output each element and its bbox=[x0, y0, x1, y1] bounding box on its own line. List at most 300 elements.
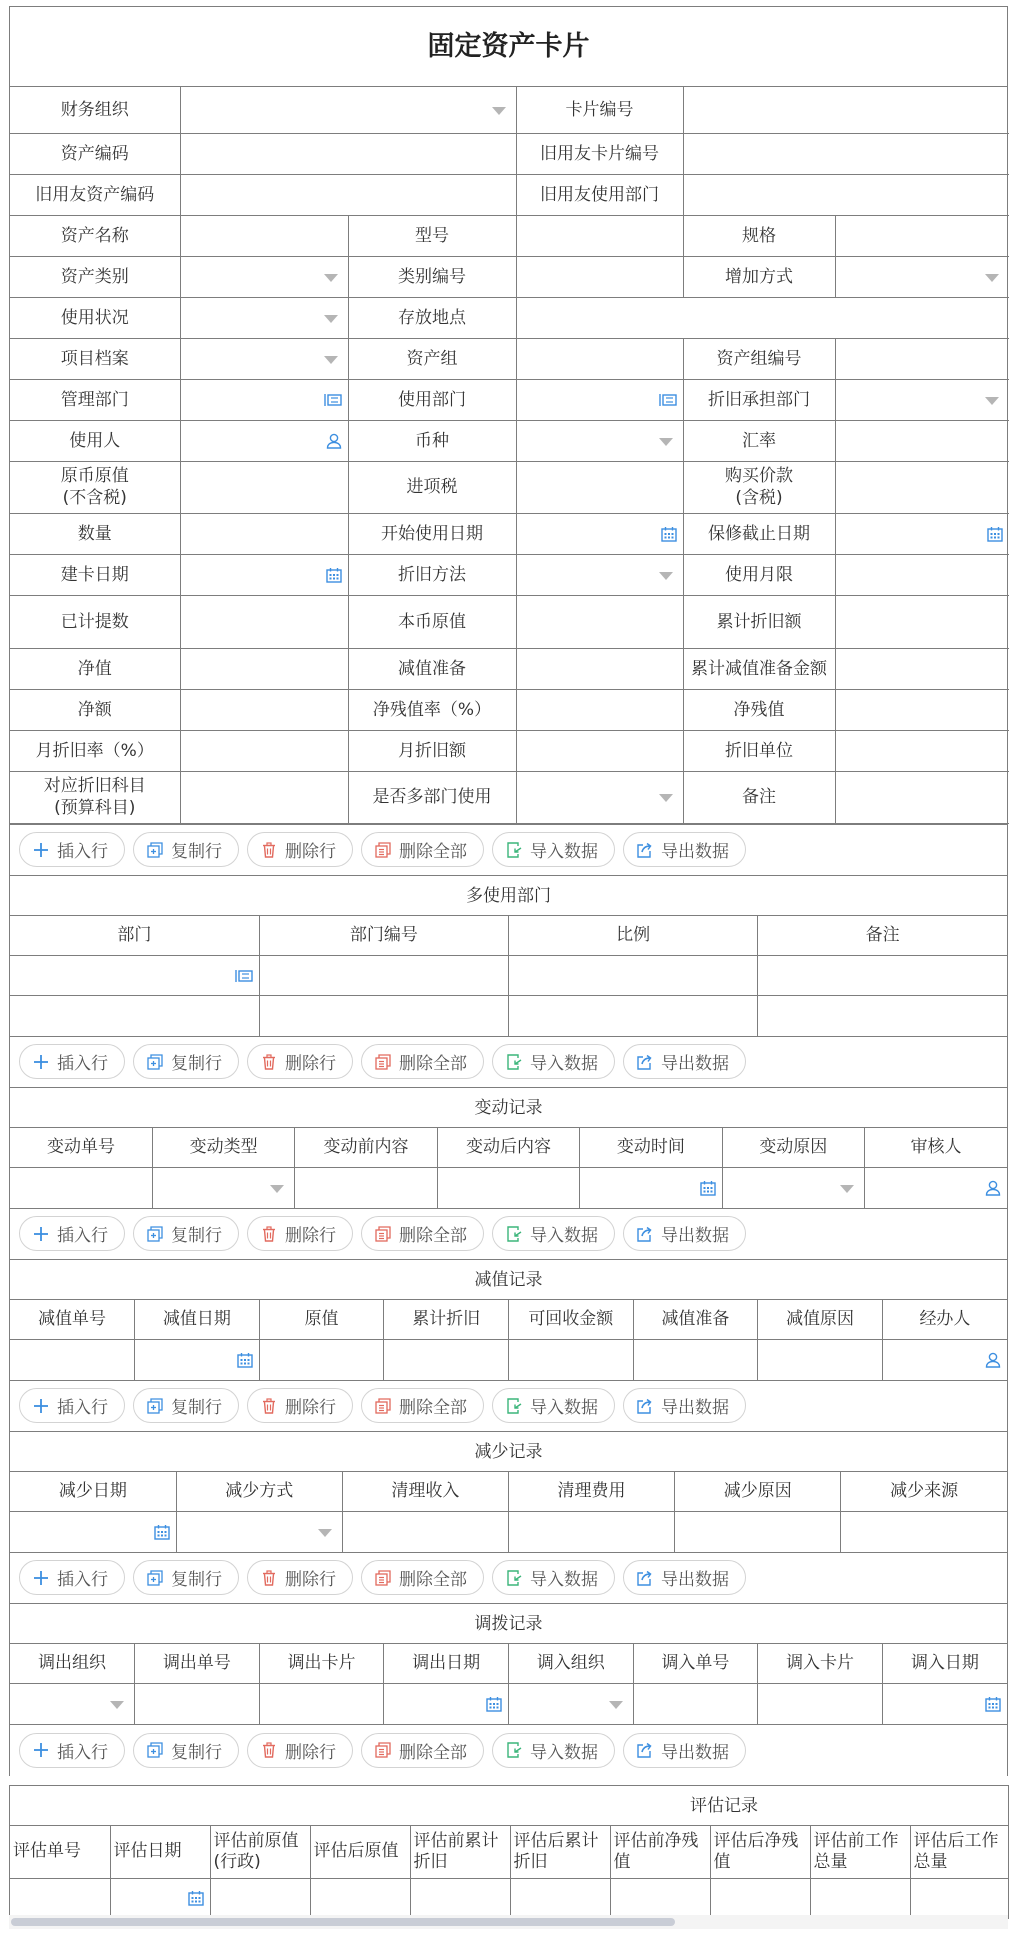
chevron-down-icon bbox=[985, 397, 999, 405]
ratio-cell[interactable] bbox=[509, 956, 758, 996]
label-monthly-rate: 月折旧率（%） bbox=[10, 730, 180, 771]
calendar-icon[interactable] bbox=[326, 567, 342, 583]
label-start-use-date: 开始使用日期 bbox=[348, 513, 516, 554]
export-icon bbox=[636, 1569, 654, 1587]
eval-cell[interactable] bbox=[510, 1878, 610, 1918]
in-date-picker[interactable] bbox=[882, 1684, 1007, 1724]
column-header: 变动类型 bbox=[152, 1128, 294, 1168]
delete-all-icon bbox=[374, 841, 392, 859]
copy-row-button[interactable]: 复制行 bbox=[133, 1388, 239, 1423]
label-model: 型号 bbox=[348, 215, 516, 256]
asset-code-input[interactable] bbox=[180, 133, 516, 174]
chevron-down-icon bbox=[324, 356, 338, 364]
label-card-date: 建卡日期 bbox=[10, 554, 180, 595]
asset-category-select[interactable] bbox=[180, 256, 348, 297]
eval-cell[interactable] bbox=[610, 1878, 710, 1918]
label-local-orig-value: 本币原值 bbox=[348, 595, 516, 648]
dept-code-cell[interactable] bbox=[259, 996, 508, 1036]
chevron-down-icon bbox=[324, 274, 338, 282]
dept-cell[interactable] bbox=[10, 996, 259, 1036]
column-header: 审核人 bbox=[865, 1128, 1007, 1168]
depr-method-select[interactable] bbox=[516, 554, 683, 595]
residual-value-input[interactable] bbox=[835, 689, 1009, 730]
export-data-button[interactable]: 导出数据 bbox=[623, 1044, 746, 1079]
user-icon[interactable] bbox=[326, 433, 342, 449]
label-exchange-rate: 汇率 bbox=[683, 420, 835, 461]
column-header: 清理收入 bbox=[342, 1472, 508, 1512]
section-title-reduce: 减少记录 bbox=[10, 1432, 1007, 1472]
delete-all-button[interactable]: 删除全部 bbox=[361, 1733, 484, 1768]
calendar-icon[interactable] bbox=[486, 1696, 502, 1712]
table-row bbox=[10, 1512, 1007, 1552]
export-data-button[interactable]: 导出数据 bbox=[623, 832, 746, 867]
insert-row-button[interactable]: 插入行 bbox=[19, 1388, 125, 1423]
label-depr-method: 折旧方法 bbox=[348, 554, 516, 595]
section-title-impairment: 减值记录 bbox=[10, 1260, 1007, 1300]
asset-group-input[interactable] bbox=[516, 338, 683, 379]
fixed-asset-card bbox=[9, 6, 1008, 1776]
label-net-value: 净值 bbox=[10, 648, 180, 689]
old-asset-code-input[interactable] bbox=[180, 174, 516, 215]
impairment-cell[interactable] bbox=[633, 1340, 758, 1380]
label-net-amount: 净额 bbox=[10, 689, 180, 730]
copy-row-button[interactable]: 复制行 bbox=[133, 1044, 239, 1079]
delete-all-icon bbox=[374, 1053, 392, 1071]
orig-value-cell[interactable] bbox=[259, 1340, 384, 1380]
net-amount-input[interactable] bbox=[180, 689, 348, 730]
recoverable-cell[interactable] bbox=[509, 1340, 634, 1380]
copy-icon bbox=[146, 1741, 164, 1759]
eval-cell[interactable] bbox=[310, 1878, 410, 1918]
out-org-select[interactable] bbox=[10, 1684, 135, 1724]
org-tree-icon[interactable] bbox=[235, 969, 253, 983]
reduce-reason-cell[interactable] bbox=[675, 1512, 841, 1552]
eval-cell[interactable] bbox=[710, 1878, 810, 1918]
label-monthly-depr: 月折旧额 bbox=[348, 730, 516, 771]
copy-icon bbox=[146, 1569, 164, 1587]
chevron-down-icon bbox=[985, 274, 999, 282]
label-accrued-count: 已计提数 bbox=[10, 595, 180, 648]
local-orig-value-input[interactable] bbox=[516, 595, 683, 648]
old-use-dept-input[interactable] bbox=[683, 174, 1009, 215]
chevron-down-icon bbox=[609, 1701, 623, 1709]
label-card-no: 卡片编号 bbox=[516, 87, 683, 133]
column-header: 减少来源 bbox=[841, 1472, 1007, 1512]
delete-all-icon bbox=[374, 1397, 392, 1415]
import-icon bbox=[505, 1053, 523, 1071]
grid-toolbar bbox=[10, 1724, 1007, 1776]
label-remark: 备注 bbox=[683, 771, 835, 823]
out-date-picker[interactable] bbox=[384, 1684, 509, 1724]
label-orig-value: 原币原值 (不含税) bbox=[10, 461, 180, 513]
calendar-icon[interactable] bbox=[700, 1180, 716, 1196]
asset-group-code-input[interactable] bbox=[835, 338, 1009, 379]
trash-icon bbox=[260, 1225, 278, 1243]
column-header: 减少原因 bbox=[675, 1472, 841, 1512]
label-asset-name: 资产名称 bbox=[10, 215, 180, 256]
column-header: 部门 bbox=[10, 916, 259, 956]
eval-right-border bbox=[1008, 1785, 1009, 1919]
plus-icon bbox=[32, 1225, 50, 1243]
column-header: 评估后原值 bbox=[310, 1826, 410, 1878]
export-icon bbox=[636, 1741, 654, 1759]
storage-location-input[interactable] bbox=[516, 297, 1009, 338]
label-category-code: 类别编号 bbox=[348, 256, 516, 297]
section-title-transfer: 调拨记录 bbox=[10, 1604, 1007, 1644]
export-data-button[interactable]: 导出数据 bbox=[623, 1216, 746, 1251]
in-no-cell[interactable] bbox=[633, 1684, 758, 1724]
reviewer-picker[interactable] bbox=[865, 1168, 1007, 1208]
grid-toolbar bbox=[10, 824, 1007, 876]
column-header: 调出组织 bbox=[10, 1644, 135, 1684]
multi-dept-select[interactable] bbox=[516, 771, 683, 823]
chevron-down-icon bbox=[659, 794, 673, 802]
column-header: 经办人 bbox=[882, 1300, 1007, 1340]
column-header: 减值原因 bbox=[758, 1300, 883, 1340]
column-header: 部门编号 bbox=[259, 916, 508, 956]
copy-row-button[interactable]: 复制行 bbox=[133, 1216, 239, 1251]
export-data-button[interactable]: 导出数据 bbox=[623, 1733, 746, 1768]
chevron-down-icon bbox=[840, 1185, 854, 1193]
import-data-button[interactable]: 导入数据 bbox=[492, 1560, 615, 1595]
import-data-button[interactable]: 导入数据 bbox=[492, 832, 615, 867]
eval-cell[interactable] bbox=[910, 1878, 1008, 1918]
calendar-icon[interactable] bbox=[987, 526, 1003, 542]
label-quantity: 数量 bbox=[10, 513, 180, 554]
delete-row-button[interactable]: 删除行 bbox=[247, 1216, 353, 1251]
column-header: 评估前净残值 bbox=[610, 1826, 710, 1878]
finance-org-select[interactable] bbox=[180, 87, 516, 133]
copy-icon bbox=[146, 1225, 164, 1243]
import-data-button[interactable]: 导入数据 bbox=[492, 1733, 615, 1768]
label-multi-dept: 是否多部门使用 bbox=[348, 771, 516, 823]
reduce-method-select[interactable] bbox=[176, 1512, 342, 1552]
delete-all-button[interactable]: 删除全部 bbox=[361, 1216, 484, 1251]
table-row bbox=[10, 956, 1007, 996]
column-header: 评估前工作总量 bbox=[810, 1826, 910, 1878]
column-header: 减值准备 bbox=[633, 1300, 758, 1340]
copy-icon bbox=[146, 841, 164, 859]
column-header: 评估后工作总量 bbox=[910, 1826, 1008, 1878]
delete-row-button[interactable]: 删除行 bbox=[247, 1388, 353, 1423]
export-data-button[interactable]: 导出数据 bbox=[623, 1560, 746, 1595]
column-header: 评估后净残值 bbox=[710, 1826, 810, 1878]
eval-no-cell[interactable] bbox=[10, 1878, 110, 1918]
column-header: 评估前原值(行政) bbox=[210, 1826, 310, 1878]
column-header: 评估单号 bbox=[10, 1826, 110, 1878]
column-header: 评估前累计折旧 bbox=[410, 1826, 510, 1878]
residual-rate-input[interactable] bbox=[516, 689, 683, 730]
category-code-input[interactable] bbox=[516, 256, 683, 297]
orig-value-input[interactable] bbox=[180, 461, 348, 513]
asset-name-input[interactable] bbox=[180, 215, 348, 256]
import-data-button[interactable]: 导入数据 bbox=[492, 1216, 615, 1251]
net-value-input[interactable] bbox=[180, 648, 348, 689]
handler-picker[interactable] bbox=[882, 1340, 1007, 1380]
export-data-button[interactable]: 导出数据 bbox=[623, 1388, 746, 1423]
plus-icon bbox=[32, 841, 50, 859]
delete-all-button[interactable]: 删除全部 bbox=[361, 832, 484, 867]
label-old-card-no: 旧用友卡片编号 bbox=[516, 133, 683, 174]
user-picker[interactable] bbox=[180, 420, 348, 461]
copy-row-button[interactable]: 复制行 bbox=[133, 832, 239, 867]
insert-row-button[interactable]: 插入行 bbox=[19, 1733, 125, 1768]
asset-form bbox=[10, 87, 1009, 824]
user-icon[interactable] bbox=[985, 1180, 1001, 1196]
horizontal-scrollbar[interactable] bbox=[9, 1915, 1008, 1929]
delete-row-button[interactable]: 删除行 bbox=[247, 832, 353, 867]
column-header: 减值单号 bbox=[10, 1300, 135, 1340]
add-method-select[interactable] bbox=[835, 256, 1009, 297]
column-header: 调入日期 bbox=[882, 1644, 1007, 1684]
insert-row-button[interactable]: 插入行 bbox=[19, 832, 125, 867]
depr-dept-select[interactable] bbox=[835, 379, 1009, 420]
before-content-cell[interactable] bbox=[295, 1168, 437, 1208]
import-icon bbox=[505, 1225, 523, 1243]
label-asset-group: 资产组 bbox=[348, 338, 516, 379]
remark-cell[interactable] bbox=[758, 996, 1007, 1036]
column-header: 备注 bbox=[758, 916, 1007, 956]
eval-cell[interactable] bbox=[210, 1878, 310, 1918]
dept-cell[interactable] bbox=[10, 956, 259, 996]
label-depr-dept: 折旧承担部门 bbox=[683, 379, 835, 420]
reduce-grid bbox=[10, 1472, 1007, 1552]
label-use-months: 使用月限 bbox=[683, 554, 835, 595]
column-header: 变动原因 bbox=[722, 1128, 864, 1168]
insert-row-button[interactable]: 插入行 bbox=[19, 1560, 125, 1595]
exchange-rate-input[interactable] bbox=[835, 420, 1009, 461]
old-card-no-input[interactable] bbox=[683, 133, 1009, 174]
copy-row-button[interactable]: 复制行 bbox=[133, 1560, 239, 1595]
label-old-use-dept: 旧用友使用部门 bbox=[516, 174, 683, 215]
column-header: 减值日期 bbox=[135, 1300, 260, 1340]
depr-subject-input[interactable] bbox=[180, 771, 348, 823]
mgmt-dept-picker[interactable] bbox=[180, 379, 348, 420]
out-no-cell[interactable] bbox=[135, 1684, 260, 1724]
input-tax-input[interactable] bbox=[516, 461, 683, 513]
card-no-input[interactable] bbox=[683, 87, 1009, 133]
label-finance-org: 财务组织 bbox=[10, 87, 180, 133]
column-header: 变动时间 bbox=[580, 1128, 722, 1168]
label-impairment: 减值准备 bbox=[348, 648, 516, 689]
use-months-input[interactable] bbox=[835, 554, 1009, 595]
user-icon[interactable] bbox=[985, 1352, 1001, 1368]
delete-all-button[interactable]: 删除全部 bbox=[361, 1388, 484, 1423]
quantity-input[interactable] bbox=[180, 513, 348, 554]
change-reason-select[interactable] bbox=[722, 1168, 864, 1208]
eval-cell[interactable] bbox=[810, 1878, 910, 1918]
column-header: 评估后累计折旧 bbox=[510, 1826, 610, 1878]
org-tree-icon[interactable] bbox=[324, 393, 342, 407]
chevron-down-icon bbox=[110, 1701, 124, 1709]
export-icon bbox=[636, 1225, 654, 1243]
table-row bbox=[10, 1340, 1007, 1380]
out-card-cell[interactable] bbox=[259, 1684, 384, 1724]
impair-reason-cell[interactable] bbox=[758, 1340, 883, 1380]
remark-cell[interactable] bbox=[758, 956, 1007, 996]
trash-icon bbox=[260, 1053, 278, 1071]
in-card-cell[interactable] bbox=[758, 1684, 883, 1724]
in-org-select[interactable] bbox=[509, 1684, 634, 1724]
impairment-grid bbox=[10, 1300, 1007, 1380]
chevron-down-icon bbox=[318, 1529, 332, 1537]
column-header: 变动单号 bbox=[10, 1128, 152, 1168]
monthly-depr-input[interactable] bbox=[516, 730, 683, 771]
eval-date-picker[interactable] bbox=[110, 1878, 210, 1918]
delete-row-button[interactable]: 删除行 bbox=[247, 1044, 353, 1079]
import-icon bbox=[505, 1397, 523, 1415]
section-title-multi-dept: 多使用部门 bbox=[10, 876, 1007, 916]
grid-toolbar bbox=[10, 1208, 1007, 1260]
accum-depr-cell[interactable] bbox=[384, 1340, 509, 1380]
import-icon bbox=[505, 1741, 523, 1759]
label-use-status: 使用状况 bbox=[10, 297, 180, 338]
label-purchase-price: 购买价款 (含税) bbox=[683, 461, 835, 513]
start-use-date-picker[interactable] bbox=[516, 513, 683, 554]
grid-toolbar bbox=[10, 1552, 1007, 1604]
label-warranty-end-date: 保修截止日期 bbox=[683, 513, 835, 554]
warranty-end-date-picker[interactable] bbox=[835, 513, 1009, 554]
column-header: 变动前内容 bbox=[295, 1128, 437, 1168]
project-file-select[interactable] bbox=[180, 338, 348, 379]
org-tree-icon[interactable] bbox=[659, 393, 677, 407]
delete-all-icon bbox=[374, 1225, 392, 1243]
calendar-icon[interactable] bbox=[188, 1890, 204, 1906]
delete-all-icon bbox=[374, 1741, 392, 1759]
plus-icon bbox=[32, 1397, 50, 1415]
column-header: 比例 bbox=[509, 916, 758, 956]
card-date-picker[interactable] bbox=[180, 554, 348, 595]
label-depr-unit: 折旧单位 bbox=[683, 730, 835, 771]
calendar-icon[interactable] bbox=[237, 1352, 253, 1368]
chevron-down-icon bbox=[659, 438, 673, 446]
accum-depr-input[interactable] bbox=[835, 595, 1009, 648]
reduce-source-cell[interactable] bbox=[841, 1512, 1007, 1552]
label-storage-location: 存放地点 bbox=[348, 297, 516, 338]
trash-icon bbox=[260, 841, 278, 859]
eval-grid bbox=[10, 1826, 1008, 1919]
after-content-cell[interactable] bbox=[437, 1168, 579, 1208]
grid-toolbar bbox=[10, 1036, 1007, 1088]
calendar-icon[interactable] bbox=[661, 526, 677, 542]
copy-icon bbox=[146, 1053, 164, 1071]
model-input[interactable] bbox=[516, 215, 683, 256]
plus-icon bbox=[32, 1741, 50, 1759]
column-header: 原值 bbox=[259, 1300, 384, 1340]
change-no-cell[interactable] bbox=[10, 1168, 152, 1208]
import-icon bbox=[505, 1569, 523, 1587]
table-row bbox=[10, 1168, 1007, 1208]
multi-dept-grid bbox=[10, 916, 1007, 1036]
purchase-price-input[interactable] bbox=[835, 461, 1009, 513]
delete-row-button[interactable]: 删除行 bbox=[247, 1560, 353, 1595]
export-icon bbox=[636, 1397, 654, 1415]
use-status-select[interactable] bbox=[180, 297, 348, 338]
label-currency: 币种 bbox=[348, 420, 516, 461]
chevron-down-icon bbox=[659, 572, 673, 580]
delete-all-button[interactable]: 删除全部 bbox=[361, 1044, 484, 1079]
column-header: 清理费用 bbox=[508, 1472, 674, 1512]
copy-row-button[interactable]: 复制行 bbox=[133, 1733, 239, 1768]
column-header: 减少方式 bbox=[176, 1472, 342, 1512]
depr-unit-input[interactable] bbox=[835, 730, 1009, 771]
column-header: 调入卡片 bbox=[758, 1644, 883, 1684]
calendar-icon[interactable] bbox=[985, 1696, 1001, 1712]
impair-date-picker[interactable] bbox=[135, 1340, 260, 1380]
column-header: 可回收金额 bbox=[509, 1300, 634, 1340]
import-data-button[interactable]: 导入数据 bbox=[492, 1388, 615, 1423]
trash-icon bbox=[260, 1741, 278, 1759]
impairment-input[interactable] bbox=[516, 648, 683, 689]
import-data-button[interactable]: 导入数据 bbox=[492, 1044, 615, 1079]
section-title-eval: 评估记录 bbox=[10, 1786, 1008, 1826]
column-header: 调出单号 bbox=[135, 1644, 260, 1684]
clearing-income-cell[interactable] bbox=[342, 1512, 508, 1552]
insert-row-button[interactable]: 插入行 bbox=[19, 1044, 125, 1079]
eval-cell[interactable] bbox=[410, 1878, 510, 1918]
remark-input[interactable] bbox=[835, 771, 1009, 823]
monthly-rate-input[interactable] bbox=[180, 730, 348, 771]
delete-row-button[interactable]: 删除行 bbox=[247, 1733, 353, 1768]
column-header: 调入单号 bbox=[633, 1644, 758, 1684]
grid-toolbar bbox=[10, 1380, 1007, 1432]
label-old-asset-code: 旧用友资产编码 bbox=[10, 174, 180, 215]
label-asset-group-code: 资产组编号 bbox=[683, 338, 835, 379]
column-header: 调出卡片 bbox=[259, 1644, 384, 1684]
label-input-tax: 进项税 bbox=[348, 461, 516, 513]
change-time-picker[interactable] bbox=[580, 1168, 722, 1208]
change-type-select[interactable] bbox=[152, 1168, 294, 1208]
copy-icon bbox=[146, 1397, 164, 1415]
accrued-count-input[interactable] bbox=[180, 595, 348, 648]
chevron-down-icon bbox=[492, 107, 506, 115]
eval-section bbox=[9, 1785, 1008, 1919]
column-header: 减少日期 bbox=[10, 1472, 176, 1512]
ratio-cell[interactable] bbox=[509, 996, 758, 1036]
chevron-down-icon bbox=[324, 315, 338, 323]
plus-icon bbox=[32, 1569, 50, 1587]
delete-all-button[interactable]: 删除全部 bbox=[361, 1560, 484, 1595]
calendar-icon[interactable] bbox=[154, 1524, 170, 1540]
column-header: 调入组织 bbox=[509, 1644, 634, 1684]
reduce-date-picker[interactable] bbox=[10, 1512, 176, 1552]
currency-select[interactable] bbox=[516, 420, 683, 461]
label-residual-value: 净残值 bbox=[683, 689, 835, 730]
clearing-cost-cell[interactable] bbox=[508, 1512, 674, 1552]
label-user: 使用人 bbox=[10, 420, 180, 461]
insert-row-button[interactable]: 插入行 bbox=[19, 1216, 125, 1251]
table-row bbox=[10, 1684, 1007, 1724]
label-residual-rate: 净残值率（%） bbox=[348, 689, 516, 730]
label-asset-category: 资产类别 bbox=[10, 256, 180, 297]
chevron-down-icon bbox=[270, 1185, 284, 1193]
column-header: 变动后内容 bbox=[437, 1128, 579, 1168]
label-accum-depr: 累计折旧额 bbox=[683, 595, 835, 648]
spec-input[interactable] bbox=[835, 215, 1009, 256]
export-icon bbox=[636, 1053, 654, 1071]
export-icon bbox=[636, 841, 654, 859]
label-use-dept: 使用部门 bbox=[348, 379, 516, 420]
section-title-change: 变动记录 bbox=[10, 1088, 1007, 1128]
accum-impairment-input[interactable] bbox=[835, 648, 1009, 689]
impair-no-cell[interactable] bbox=[10, 1340, 135, 1380]
label-spec: 规格 bbox=[683, 215, 835, 256]
import-icon bbox=[505, 841, 523, 859]
scrollbar-thumb[interactable] bbox=[11, 1918, 675, 1926]
dept-code-cell[interactable] bbox=[259, 956, 508, 996]
use-dept-picker[interactable] bbox=[516, 379, 683, 420]
page-title: 固定资产卡片 bbox=[10, 7, 1007, 87]
